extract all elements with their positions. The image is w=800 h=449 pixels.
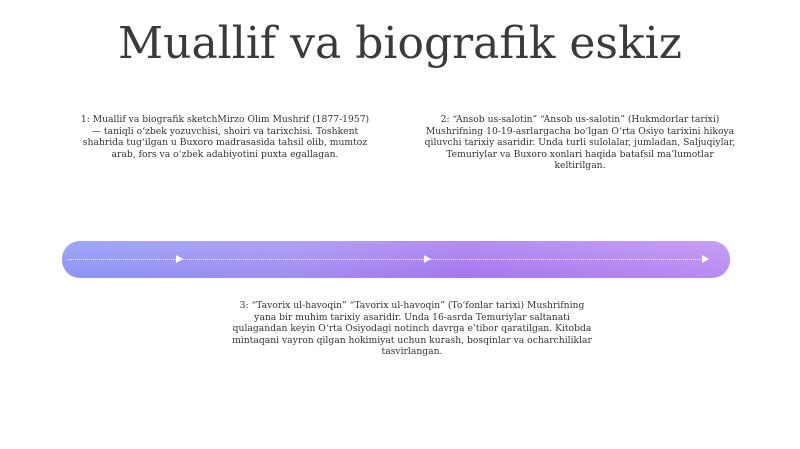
timeline-item-1-text: 1: Muallif va biografik sketchMirzo Olim Mushrif (1877-1957) — taniqli o‘zbek yozuvchisi, shoiri va tarixchisi. Toshkent shahrida tug‘ilgan u Buxoro madrasasida tahsil olib, mumtoz arab, fors va o‘zbek adabiyotini puxta egallagan. — [80, 114, 370, 160]
page-title: Muallif va biografik eskiz — [118, 18, 682, 69]
timeline-item-2-text: 2: “Ansob us-salotin” “Ansob us-salotin” (Hukmdorlar tarixi) Mushrifning 10-19-asrlargacha bo‘lgan O‘rta Osiyo tarixini hikoya qiluvchi tarixiy asaridir. Unda turli sulolalar, jumladan, Saljuqiylar, Temuriylar va Buxoro xonlari haqida batafsil ma’lumotlar keltirilgan. — [424, 114, 736, 172]
timeline-arrow-2-icon — [424, 255, 431, 263]
timeline-bar — [62, 241, 730, 278]
timeline-dotted-line — [68, 259, 708, 260]
timeline-arrow-3-icon — [702, 255, 709, 263]
timeline-arrow-1-icon — [176, 255, 183, 263]
timeline-item-3-text: 3: “Tavorix ul-havoqin” “Tavorix ul-havoqin” (To‘fonlar tarixi) Mushrifning yana bir muhim tarixiy asaridir. Unda 16-asrda Temuriylar saltanati qulagandan keyin O‘rta Osiyodagi notinch davrga e’tibor qaratilgan. Kitobda mintaqani vayron qilgan hokimiyat uchun kurash, bosqinlar va ocharchiliklar tasvirlangan. — [232, 300, 592, 358]
